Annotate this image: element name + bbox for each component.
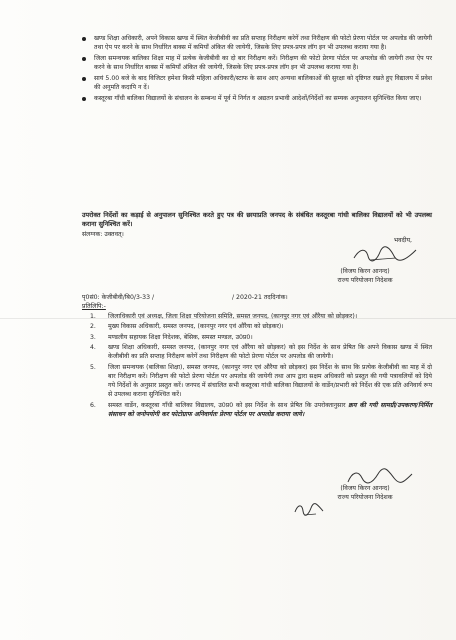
item-number: 4.: [90, 344, 96, 352]
signatory-designation: राज्य परियोजना निदेशक: [337, 494, 393, 501]
item-text: जिला समन्वयक (बालिका शिक्षा), समस्त जनपद, (कानपुर नगर एवं औरैया को छोड़कर) इस निर्देश के साथ कि प्रत्येक केजीबीवी का माह में दो बार निरीक्षण करें। निरीक्षण की फोटो प्रेरणा पोर्टल पर अपलोड की जायेगी तथा आप द्वारा सक्षम अधिकारी को प्रस्तुत की गयी पत्रावलियों को दिये गये निर्देशों के अनुसार प्रस्तुत करें। जनपद में संचालित सभी कस्तूरबा गांधी बालिका विद्यालयों के वार्डेन/प्रभारी को निर्देश की एक प्रति अनिवार्य रूप से उपलब्ध कराना सुनिश्चित करें।: [108, 363, 432, 399]
enclosure-note: संलग्नक: उक्तवत्।: [82, 231, 124, 238]
closing-paragraph: उपरोक्त निर्देशों का कड़ाई से अनुपालन सुनिश्चित करते हुए पत्र की छायाप्रति जनपद के संबंधित कस्तूरबा गांधी बालिका विद्यालयों को भी उपलब्ध कराना सुनिश्चित करें।: [82, 211, 432, 229]
item-text: खण्ड शिक्षा अधिकारी, समस्त जनपद, (कानपुर नगर एवं औरैया को छोड़कर) को इस निर्देश के साथ प्रेषित कि अपने विकास खण्ड में स्थित केजीबीवी का प्रति सप्ताह निरीक्षण करेगें तथा निरीक्षण की फोटो प्रेरणा पोर्टल पर अपलोड की जायेगी।: [108, 344, 432, 361]
salutation: भवदीय,: [393, 237, 412, 244]
item-text: मुख्य विकास अधिकारी, समस्त जनपद, (कानपुर नगर एवं औरैया को छोड़कर)।: [108, 323, 284, 331]
item-text: समस्त वार्डेन, कस्तूरबा गाँधी बालिका विद्यालय, उ0प्र0 को इस निर्देश के साथ प्रेषित कि उपरोक्तानुसार: [108, 401, 346, 409]
instruction-bullet: सायं 5.00 बजे के बाद विजिटर हमेशा किसी महिला अधिकारी/स्टाफ के साथ आए अन्यथा बालिकाओं की सुरक्षा को दृष्टिगत रखते हुए विद्यालय में प्रवेश की अनुमति कदापि न दें।: [82, 74, 432, 92]
item-number: 3.: [90, 333, 96, 341]
instruction-bullet: कस्तूरबा गाँधी बालिका विद्यालयों के संचालन के सम्बन्ध में पूर्व में निर्गत व अद्यतन प्रभावी आदेशों/निर्देशों का सम्यक अनुपालन सुनिश्चित किया जाए।: [82, 94, 432, 103]
signatory-name: (विजय किरन आनन्द): [340, 485, 390, 492]
copy-to-item: [90, 343, 432, 361]
handwritten-signature-2: [344, 468, 416, 486]
signatory-name: (विजय किरन आनन्द): [340, 268, 390, 275]
copy-to-item: [90, 401, 432, 419]
instruction-bullet: खण्ड शिक्षा अधिकारी, अपने विकास खण्ड में स्थित केजीबीवी का प्रति सप्ताह निरीक्षण करेगें तथा निरीक्षण की फोटो प्रेरणा पोर्टल पर अपलोड की जायेगी तथा ऐप पर करने के साथ निर्धारित बाक्स में कमियाँ अंकित की जायेगी, जिसके लिए प्रपत्र-प्रपत्र लॉग इन भी उपलब्ध कराया गया है।: [82, 34, 432, 52]
handwritten-signature-1: [350, 246, 420, 264]
reference-date: / 2020-21 तददिनांक।: [232, 294, 288, 301]
copy-to-item: [90, 312, 432, 321]
item-text: जिलाधिकारी एवं अध्यक्ष, जिला शिक्षा परियोजना समिति, समस्त जनपद, (कानपुर नगर एवं औरैया को छोड़कर)।: [108, 313, 358, 320]
item-number: 5.: [90, 363, 96, 371]
instruction-bullet-list: [82, 34, 432, 104]
item-number: 1.: [90, 313, 96, 320]
copy-to-item: [90, 333, 432, 342]
signature-block-2: [300, 472, 430, 502]
copy-to-heading: प्रतिलिपि:-: [82, 303, 106, 310]
reference-number: पृ0सं0: केजीबीवी/बि0/3-33 /: [82, 294, 155, 301]
copy-to-item: [90, 363, 432, 400]
reference-line: [82, 293, 432, 302]
item-emphasis-text: क्रय की गयी सामग्री/उपकरण/निर्मित संसाधन को जनोपयोगी कर फोटोग्राफ अनिवार्यतः प्रेरणा पोर्टल पर अपलोड कराया जाये।: [108, 401, 432, 418]
item-number: 6.: [90, 401, 96, 409]
signatory-designation: राज्य परियोजना निदेशक: [337, 277, 393, 284]
item-number: 2.: [90, 323, 96, 331]
instruction-bullet: जिला समन्वयक बालिका शिक्षा माह में प्रत्येक केजीबीवी का दो बार निरीक्षण करें। निरीक्षण की फोटो प्रेरणा पोर्टल पर अपलोड की जायेगी तथा ऐप पर करने के साथ निर्धारित बाक्स में कमियाँ अंकित की जायेगी, जिसके लिए प्रपत्र-प्रपत्र लॉग इन भी उपलब्ध कराया गया है।: [82, 54, 432, 72]
signature-block-1: [300, 236, 430, 285]
item-text: मण्डलीय सहायक शिक्षा निदेशक, बेसिक, समस्त मण्डल, उ0प्र0।: [108, 333, 253, 341]
initials-scribble: [292, 502, 326, 518]
copy-to-list: [90, 312, 432, 420]
copy-to-item: [90, 322, 432, 331]
